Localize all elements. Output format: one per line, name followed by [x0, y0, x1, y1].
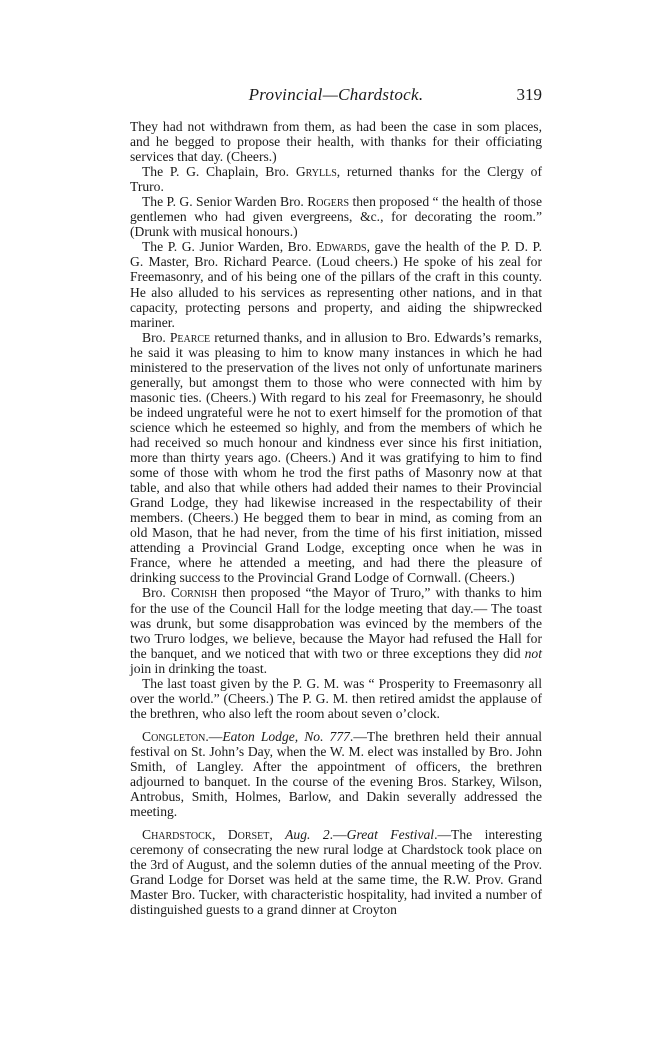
paragraph-senior-warden: The P. G. Senior Warden Bro. Rogers then proposed “ the health of those gentlemen who had given evergreens, &c., for decorating the room.” (Drunk with musical honours.) — [130, 194, 543, 240]
emphasis: not — [524, 645, 542, 661]
page — [130, 85, 542, 917]
article-body — [130, 119, 542, 917]
paragraph-last-toast: The last toast given by the P. G. M. was “ Prosperity to Freemasonry all over the world.” (Cheers.) The P. G. M. then retired amidst the applause of the brethren, who also left the room about seven o’clock. — [130, 675, 542, 721]
place-name: Chardstock, Dorset — [142, 827, 270, 843]
event-title: Great Festival — [346, 827, 435, 843]
paragraph-pearce-reply: Bro. Pearce returned thanks, and in allusion to Bro. Edwards’s remarks, he said it was pleasing to him to know many instances in which he had ministered to the preservation of the lives not only of unfortunate mariners generally, but amongst them to those who were connected with him by masonic ties. (Cheers.) With regard to his zeal for Freemasonry, he should be indeed ungrateful were he not to exert himself for the promotion of that science which he esteemed so highly, and from the members of which he had received so much honour and kindness ever since his first initiation, more than thirty years ago. (Cheers.) And it was gratifying to him to find some of those with whom he trod the first paths of Masonry now at that table, and also that while others had added their names to their Provincial Grand Lodge, they had likewise increased in the respectability of their members. (Cheers.) He begged them to bear in mind, as coming from an old Mason, that he had never, from the time of his first initiation, missed attending a Provincial Grand Lodge, excepting once when he was in France, where he attended a meeting, and had there the pleasure of drinking success to the Provincial Grand Lodge of Cornwall. (Cheers.) — [130, 329, 543, 586]
paragraph-congleton: Congleton.—Eaton Lodge, No. 777.—The brethren held their annual festival on St. John’s Day, when the W. M. elect was installed by Bro. John Smith, of Langley. After the appointment of officers, the brethren adjourned to banquet. In the course of the evening Bros. Starkey, Wilson, Antrobus, Smith, Holmes, Barlow, and Dakin severally addressed the meeting. — [130, 728, 542, 820]
paragraph-chardstock: Chardstock, Dorset, Aug. 2.—Great Festival.—The interesting ceremony of consecrating the new rural lodge at Chardstock took place on the 3rd of August, and the solemn duties of the annual meeting of the Prov. Grand Lodge for Dorset was held at the same time, the R.W. Prov. Grand Master Bro. Tucker, with characteristic hospitality, had invited a number of distinguished guests to a grand dinner at Croyton — [130, 827, 542, 918]
person-name: Edwards — [316, 239, 367, 255]
paragraph-officiating-thanks: They had not withdrawn from them, as had been the case in som places, and he begged to propose their health, with thanks for their officiating services that day. (Cheers.) — [130, 119, 542, 165]
paragraph-chaplain: The P. G. Chaplain, Bro. Grylls, returned thanks for the Clergy of Truro. — [130, 164, 542, 195]
person-name: Grylls — [295, 164, 337, 180]
running-title: Provincial—Chardstock. — [248, 85, 424, 104]
person-name: Cornish — [170, 585, 218, 601]
paragraph-junior-warden: The P. G. Junior Warden, Bro. Edwards, gave the health of the P. D. P. G. Master, Bro. Richard Pearce. (Loud cheers.) He spoke of his zeal for Freemasonry, and of his being one of the pillars of the craft in this county. He also alluded to his services as representing other nations, and in that capacity, protecting persons and property, and aiding the shipwrecked mariner. — [130, 239, 542, 330]
person-name: Rogers — [307, 194, 350, 210]
place-name: Congleton — [142, 728, 206, 744]
page-number: 319 — [516, 85, 542, 104]
lodge-name: Eaton Lodge, No. 777 — [222, 728, 350, 744]
running-head — [130, 85, 542, 107]
event-date: Aug. 2 — [285, 827, 330, 843]
person-name: Pearce — [169, 329, 211, 345]
paragraph-mayor-toast: Bro. Cornish then proposed “the Mayor of Truro,” with thanks to him for the use of the Council Hall for the lodge meeting that day.— The toast was drunk, but some disapprobation was evinced by the members of the two Truro lodges, we believe, because the Mayor had refused the Hall for the banquet, and we noticed that with two or three exceptions they did not join in drinking the toast. — [130, 585, 542, 676]
